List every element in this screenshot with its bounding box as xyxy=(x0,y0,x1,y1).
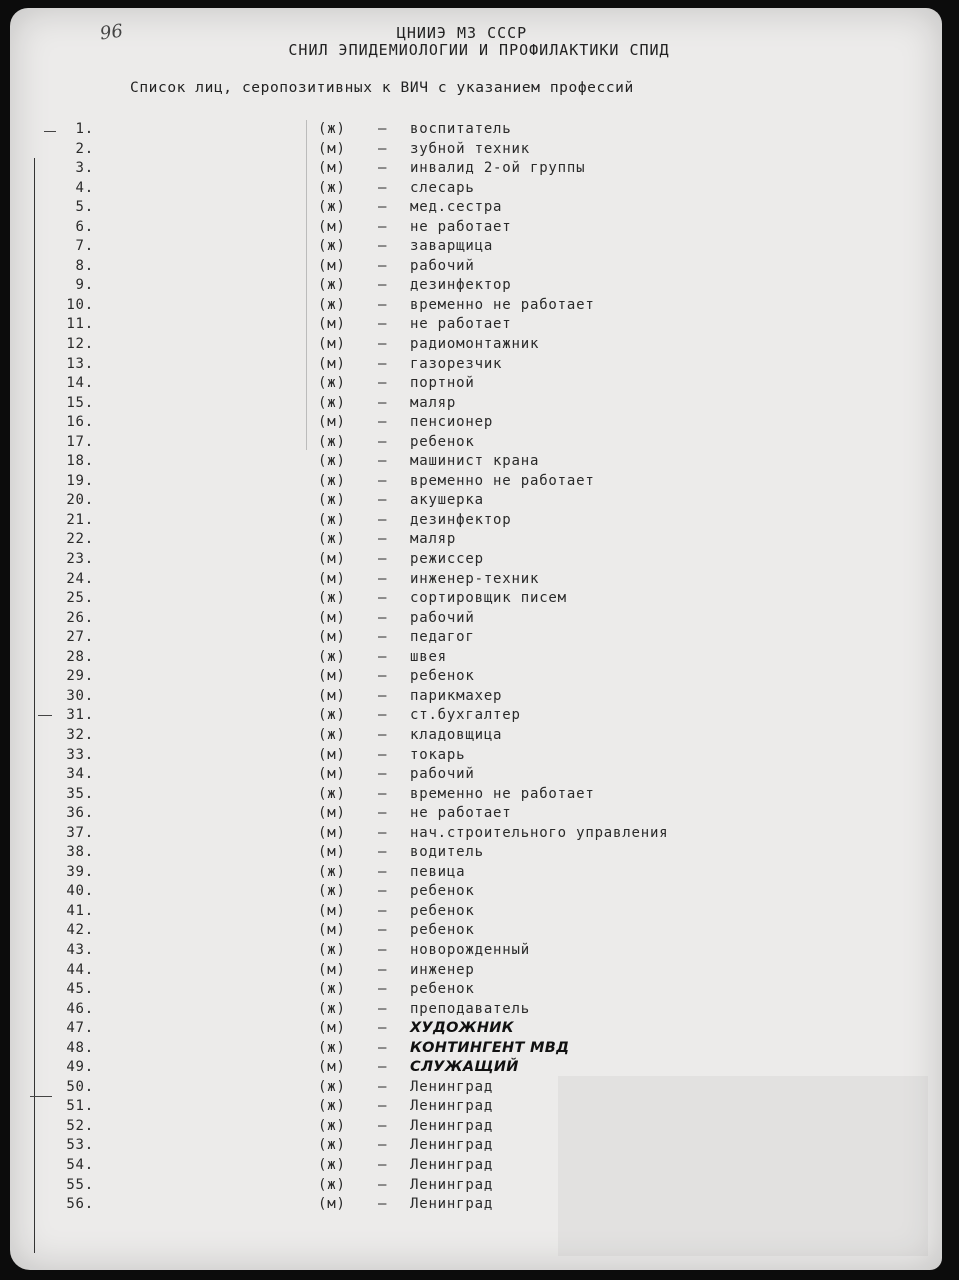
row-sex: (м) xyxy=(318,257,346,274)
row-number: 39. xyxy=(66,863,94,880)
row-number: 2. xyxy=(75,140,94,157)
list-row xyxy=(10,1177,942,1197)
row-profession: дезинфектор xyxy=(410,277,512,294)
list-row xyxy=(10,610,942,630)
row-sex: (м) xyxy=(318,570,346,587)
list-row xyxy=(10,1059,942,1079)
row-dash: – xyxy=(378,336,388,353)
list-row xyxy=(10,747,942,767)
row-number: 47. xyxy=(66,1020,94,1037)
row-dash: – xyxy=(378,981,388,998)
row-profession: ребенок xyxy=(410,433,475,450)
list-row xyxy=(10,531,942,551)
row-number: 37. xyxy=(66,824,94,841)
row-profession: воспитатель xyxy=(410,121,512,137)
row-profession: ребенок xyxy=(410,981,475,998)
list-row xyxy=(10,825,942,845)
row-sex: (ж) xyxy=(318,1039,346,1056)
row-dash: – xyxy=(378,472,388,489)
row-profession: режиссер xyxy=(410,551,484,568)
row-dash: – xyxy=(378,590,388,607)
row-number: 43. xyxy=(66,941,94,958)
row-sex: (м) xyxy=(318,687,346,704)
document-page xyxy=(10,8,942,1270)
row-profession: акушерка xyxy=(410,492,484,509)
row-dash: – xyxy=(378,1020,388,1037)
row-dash: – xyxy=(378,551,388,568)
row-sex: (ж) xyxy=(318,453,346,470)
row-dash: – xyxy=(378,844,388,861)
row-profession: машинист крана xyxy=(410,453,540,470)
row-profession: пенсионер xyxy=(410,414,494,431)
row-dash: – xyxy=(378,179,388,196)
row-number: 4. xyxy=(75,179,94,196)
row-number: 36. xyxy=(66,805,94,822)
row-profession: слесарь xyxy=(410,179,475,196)
row-dash: – xyxy=(378,824,388,841)
row-number: 17. xyxy=(66,433,94,450)
row-number: 30. xyxy=(66,687,94,704)
row-number: 21. xyxy=(66,511,94,528)
row-profession: Ленинград xyxy=(410,1117,494,1134)
row-profession: рабочий xyxy=(410,766,475,783)
row-dash: – xyxy=(378,121,388,137)
row-dash: – xyxy=(378,492,388,509)
row-sex: (ж) xyxy=(318,433,346,450)
list-row xyxy=(10,844,942,864)
row-sex: (ж) xyxy=(318,277,346,294)
list-row xyxy=(10,512,942,532)
row-number: 46. xyxy=(66,1000,94,1017)
row-dash: – xyxy=(378,629,388,646)
list-row xyxy=(10,375,942,395)
row-dash: – xyxy=(378,1098,388,1115)
row-number: 56. xyxy=(66,1196,94,1213)
row-dash: – xyxy=(378,805,388,822)
seropositive-list xyxy=(10,121,942,1216)
row-sex: (м) xyxy=(318,316,346,333)
row-sex: (м) xyxy=(318,746,346,763)
list-row xyxy=(10,180,942,200)
row-sex: (м) xyxy=(318,961,346,978)
row-number: 48. xyxy=(66,1039,94,1056)
list-row xyxy=(10,590,942,610)
row-dash: – xyxy=(378,257,388,274)
row-sex: (ж) xyxy=(318,883,346,900)
row-number: 40. xyxy=(66,883,94,900)
row-sex: (ж) xyxy=(318,1137,346,1154)
row-profession: портной xyxy=(410,375,475,392)
row-number: 11. xyxy=(66,316,94,333)
row-sex: (ж) xyxy=(318,492,346,509)
list-row xyxy=(10,551,942,571)
row-dash: – xyxy=(378,1078,388,1095)
row-dash: – xyxy=(378,922,388,939)
row-number: 52. xyxy=(66,1117,94,1134)
row-profession: ст.бухгалтер xyxy=(410,707,521,724)
row-profession: временно не работает xyxy=(410,472,595,489)
row-sex: (м) xyxy=(318,629,346,646)
row-dash: – xyxy=(378,140,388,157)
row-profession: Ленинград xyxy=(410,1078,494,1095)
row-profession: СЛУЖАЩИЙ xyxy=(410,1059,519,1076)
header-org-1: ЦНИИЭ МЗ СССР xyxy=(396,24,528,42)
row-dash: – xyxy=(378,746,388,763)
row-dash: – xyxy=(378,687,388,704)
list-row xyxy=(10,414,942,434)
list-row xyxy=(10,1098,942,1118)
row-number: 32. xyxy=(66,726,94,743)
row-sex: (м) xyxy=(318,922,346,939)
row-profession: инвалид 2-ой группы xyxy=(410,160,586,177)
row-profession: временно не работает xyxy=(410,296,595,313)
list-row xyxy=(10,277,942,297)
row-dash: – xyxy=(378,199,388,216)
row-sex: (ж) xyxy=(318,375,346,392)
row-number: 53. xyxy=(66,1137,94,1154)
row-number: 45. xyxy=(66,981,94,998)
row-number: 42. xyxy=(66,922,94,939)
row-profession: дезинфектор xyxy=(410,511,512,528)
row-dash: – xyxy=(378,726,388,743)
row-dash: – xyxy=(378,1039,388,1056)
row-profession: инженер-техник xyxy=(410,570,540,587)
row-sex: (ж) xyxy=(318,707,346,724)
row-profession: Ленинград xyxy=(410,1156,494,1173)
row-profession: токарь xyxy=(410,746,466,763)
row-number: 24. xyxy=(66,570,94,587)
list-row xyxy=(10,727,942,747)
row-profession: Ленинград xyxy=(410,1137,494,1154)
list-row xyxy=(10,805,942,825)
row-dash: – xyxy=(378,707,388,724)
row-profession: преподаватель xyxy=(410,1000,530,1017)
list-row xyxy=(10,453,942,473)
row-profession: не работает xyxy=(410,316,512,333)
row-dash: – xyxy=(378,1117,388,1134)
list-row xyxy=(10,356,942,376)
row-sex: (м) xyxy=(318,1020,346,1037)
row-sex: (м) xyxy=(318,609,346,626)
row-sex: (ж) xyxy=(318,1176,346,1193)
row-dash: – xyxy=(378,414,388,431)
row-number: 35. xyxy=(66,785,94,802)
row-number: 3. xyxy=(75,160,94,177)
row-sex: (м) xyxy=(318,824,346,841)
list-row xyxy=(10,883,942,903)
row-number: 7. xyxy=(75,238,94,255)
row-number: 41. xyxy=(66,902,94,919)
row-sex: (м) xyxy=(318,902,346,919)
document-title: Список лиц, серопозитивных к ВИЧ с указанием профессий xyxy=(130,80,634,96)
row-number: 54. xyxy=(66,1156,94,1173)
row-number: 1. xyxy=(75,121,94,137)
row-dash: – xyxy=(378,668,388,685)
row-sex: (м) xyxy=(318,355,346,372)
list-row xyxy=(10,629,942,649)
row-profession: Ленинград xyxy=(410,1196,494,1213)
row-dash: – xyxy=(378,238,388,255)
row-number: 12. xyxy=(66,336,94,353)
row-dash: – xyxy=(378,1000,388,1017)
list-row xyxy=(10,571,942,591)
row-number: 14. xyxy=(66,375,94,392)
list-row xyxy=(10,786,942,806)
row-profession: парикмахер xyxy=(410,687,503,704)
handwritten-note: 96 xyxy=(98,20,125,45)
row-dash: – xyxy=(378,355,388,372)
list-row xyxy=(10,766,942,786)
row-number: 8. xyxy=(75,257,94,274)
row-dash: – xyxy=(378,785,388,802)
row-profession: Ленинград xyxy=(410,1176,494,1193)
row-number: 10. xyxy=(66,296,94,313)
row-number: 6. xyxy=(75,218,94,235)
row-dash: – xyxy=(378,453,388,470)
row-sex: (ж) xyxy=(318,531,346,548)
list-row xyxy=(10,922,942,942)
list-row xyxy=(10,199,942,219)
row-profession: временно не работает xyxy=(410,785,595,802)
row-sex: (ж) xyxy=(318,1156,346,1173)
list-row xyxy=(10,864,942,884)
row-sex: (м) xyxy=(318,844,346,861)
row-number: 29. xyxy=(66,668,94,685)
row-sex: (м) xyxy=(318,805,346,822)
row-profession: заварщица xyxy=(410,238,494,255)
row-profession: кладовщица xyxy=(410,726,503,743)
row-profession: мед.сестра xyxy=(410,199,503,216)
row-dash: – xyxy=(378,511,388,528)
row-profession: ребенок xyxy=(410,883,475,900)
row-dash: – xyxy=(378,1196,388,1213)
row-profession: рабочий xyxy=(410,257,475,274)
row-sex: (м) xyxy=(318,160,346,177)
list-row xyxy=(10,649,942,669)
row-profession: рабочий xyxy=(410,609,475,626)
row-sex: (ж) xyxy=(318,863,346,880)
row-profession: водитель xyxy=(410,844,484,861)
row-sex: (ж) xyxy=(318,472,346,489)
row-sex: (ж) xyxy=(318,941,346,958)
row-sex: (ж) xyxy=(318,1117,346,1134)
list-row xyxy=(10,1040,942,1060)
row-dash: – xyxy=(378,609,388,626)
row-sex: (ж) xyxy=(318,981,346,998)
row-number: 19. xyxy=(66,472,94,489)
row-profession: инженер xyxy=(410,961,475,978)
row-dash: – xyxy=(378,648,388,665)
row-profession: газорезчик xyxy=(410,355,503,372)
row-number: 18. xyxy=(66,453,94,470)
list-row xyxy=(10,942,942,962)
row-sex: (м) xyxy=(318,1196,346,1213)
list-row xyxy=(10,1157,942,1177)
row-number: 26. xyxy=(66,609,94,626)
row-dash: – xyxy=(378,316,388,333)
row-number: 38. xyxy=(66,844,94,861)
row-number: 28. xyxy=(66,648,94,665)
list-row xyxy=(10,492,942,512)
row-profession: ребенок xyxy=(410,668,475,685)
row-profession: сортировщик писем xyxy=(410,590,567,607)
row-dash: – xyxy=(378,394,388,411)
row-sex: (ж) xyxy=(318,785,346,802)
row-sex: (ж) xyxy=(318,726,346,743)
row-sex: (ж) xyxy=(318,199,346,216)
row-profession: педагог xyxy=(410,629,475,646)
list-row xyxy=(10,668,942,688)
row-profession: певица xyxy=(410,863,466,880)
row-profession: ребенок xyxy=(410,902,475,919)
row-number: 15. xyxy=(66,394,94,411)
row-dash: – xyxy=(378,863,388,880)
row-dash: – xyxy=(378,941,388,958)
list-row xyxy=(10,903,942,923)
row-dash: – xyxy=(378,570,388,587)
list-row xyxy=(10,297,942,317)
list-row xyxy=(10,219,942,239)
row-profession: маляр xyxy=(410,531,457,548)
row-dash: – xyxy=(378,218,388,235)
row-profession: маляр xyxy=(410,394,457,411)
row-dash: – xyxy=(378,1059,388,1076)
list-row xyxy=(10,121,942,141)
list-row xyxy=(10,141,942,161)
list-row xyxy=(10,1137,942,1157)
row-sex: (ж) xyxy=(318,1098,346,1115)
row-number: 16. xyxy=(66,414,94,431)
list-row xyxy=(10,1079,942,1099)
row-sex: (ж) xyxy=(318,1000,346,1017)
row-number: 27. xyxy=(66,629,94,646)
row-sex: (м) xyxy=(318,140,346,157)
row-profession: швея xyxy=(410,648,447,665)
list-row xyxy=(10,1001,942,1021)
row-number: 50. xyxy=(66,1078,94,1095)
row-sex: (м) xyxy=(318,218,346,235)
row-profession: Ленинград xyxy=(410,1098,494,1115)
list-row xyxy=(10,707,942,727)
row-dash: – xyxy=(378,296,388,313)
row-dash: – xyxy=(378,531,388,548)
row-number: 31. xyxy=(66,707,94,724)
list-row xyxy=(10,258,942,278)
row-dash: – xyxy=(378,883,388,900)
row-sex: (ж) xyxy=(318,590,346,607)
list-row xyxy=(10,395,942,415)
row-profession: радиомонтажник xyxy=(410,336,540,353)
row-number: 13. xyxy=(66,355,94,372)
row-number: 55. xyxy=(66,1176,94,1193)
row-sex: (ж) xyxy=(318,648,346,665)
row-number: 49. xyxy=(66,1059,94,1076)
row-dash: – xyxy=(378,160,388,177)
row-sex: (м) xyxy=(318,336,346,353)
list-row xyxy=(10,160,942,180)
row-number: 44. xyxy=(66,961,94,978)
list-row xyxy=(10,1118,942,1138)
row-dash: – xyxy=(378,277,388,294)
row-dash: – xyxy=(378,433,388,450)
header-org-2: СНИЛ ЭПИДЕМИОЛОГИИ И ПРОФИЛАКТИКИ СПИД xyxy=(288,41,670,59)
list-row xyxy=(10,316,942,336)
row-sex: (м) xyxy=(318,414,346,431)
row-dash: – xyxy=(378,375,388,392)
row-sex: (м) xyxy=(318,1059,346,1076)
row-profession: зубной техник xyxy=(410,140,530,157)
row-sex: (ж) xyxy=(318,1078,346,1095)
row-profession: ХУДОЖНИК xyxy=(410,1020,514,1037)
row-sex: (ж) xyxy=(318,511,346,528)
row-sex: (м) xyxy=(318,766,346,783)
row-profession: нач.строительного управления xyxy=(410,824,669,841)
row-sex: (ж) xyxy=(318,238,346,255)
list-row xyxy=(10,981,942,1001)
list-row xyxy=(10,238,942,258)
row-number: 25. xyxy=(66,590,94,607)
row-number: 9. xyxy=(75,277,94,294)
row-number: 22. xyxy=(66,531,94,548)
list-row xyxy=(10,688,942,708)
row-sex: (ж) xyxy=(318,394,346,411)
list-row xyxy=(10,1196,942,1216)
list-row xyxy=(10,1020,942,1040)
row-sex: (м) xyxy=(318,551,346,568)
row-dash: – xyxy=(378,1137,388,1154)
row-profession: КОНТИНГЕНТ МВД xyxy=(410,1039,570,1056)
list-row xyxy=(10,962,942,982)
row-number: 23. xyxy=(66,551,94,568)
row-dash: – xyxy=(378,1156,388,1173)
row-number: 5. xyxy=(75,199,94,216)
list-row xyxy=(10,473,942,493)
row-sex: (м) xyxy=(318,668,346,685)
row-sex: (ж) xyxy=(318,121,346,137)
row-number: 34. xyxy=(66,766,94,783)
row-number: 33. xyxy=(66,746,94,763)
row-number: 51. xyxy=(66,1098,94,1115)
row-profession: не работает xyxy=(410,218,512,235)
row-dash: – xyxy=(378,1176,388,1193)
list-row xyxy=(10,336,942,356)
row-profession: ребенок xyxy=(410,922,475,939)
row-dash: – xyxy=(378,766,388,783)
row-sex: (ж) xyxy=(318,179,346,196)
row-profession: новорожденный xyxy=(410,941,530,958)
row-sex: (ж) xyxy=(318,296,346,313)
list-row xyxy=(10,434,942,454)
row-number: 20. xyxy=(66,492,94,509)
row-dash: – xyxy=(378,961,388,978)
row-profession: не работает xyxy=(410,805,512,822)
row-dash: – xyxy=(378,902,388,919)
